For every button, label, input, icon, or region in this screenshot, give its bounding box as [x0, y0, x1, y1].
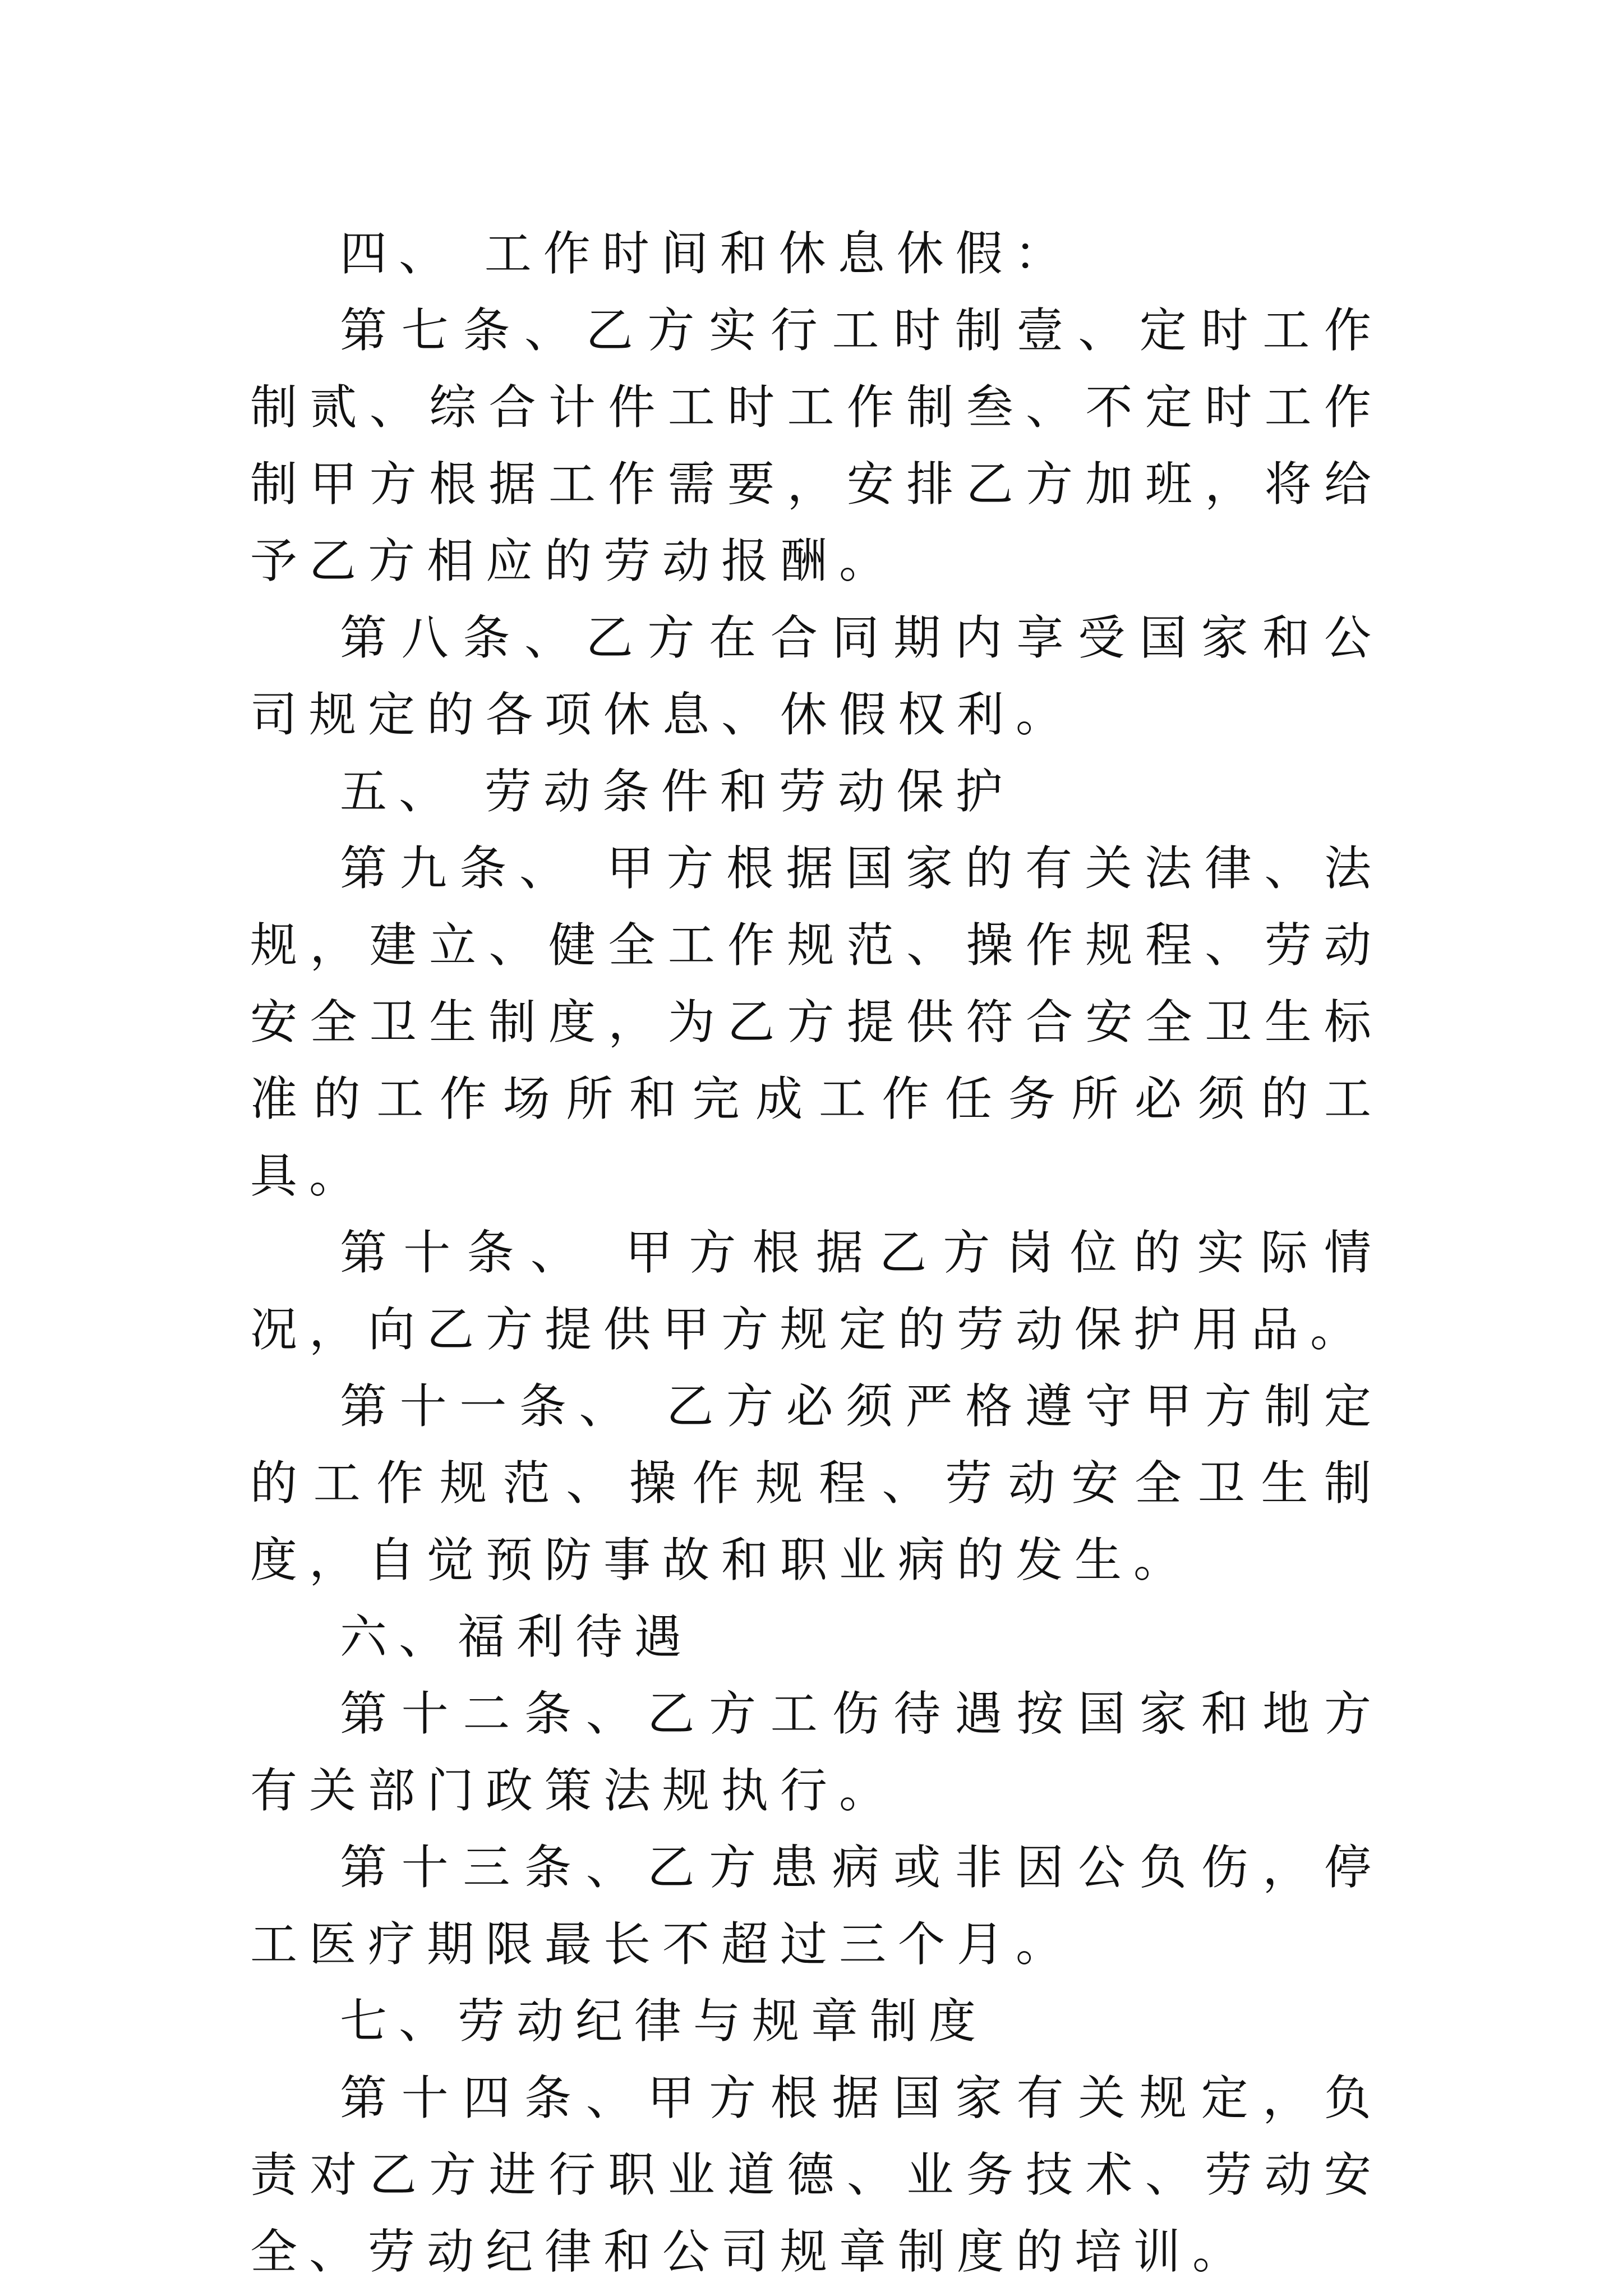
document-body: [250, 215, 1383, 2290]
article-13-paragraph: 第十三条、乙方患病或非因公负伤，停工医疗期限最长不超过三个月。: [250, 1840, 1383, 1972]
article-11-paragraph: 第十一条、 乙方必须严格遵守甲方制定的工作规范、操作规程、劳动安全卫生制度，自觉预防事故和职业病的发生。: [250, 1379, 1383, 1588]
article-14-paragraph: 第十四条、甲方根据国家有关规定，负责对乙方进行职业道德、业务技术、劳动安全、劳动纪律和公司规章制度的培训。: [250, 2070, 1383, 2279]
section-heading-work-hours: 四、 工作时间和休息休假：: [340, 226, 1073, 281]
article-9-paragraph: 第九条、 甲方根据国家的有关法律、法规，建立、健全工作规范、操作规程、劳动安全卫生制度，为乙方提供符合安全卫生标准的工作场所和完成工作任务所必须的工具。: [250, 841, 1383, 1203]
article-10-paragraph: 第十条、 甲方根据乙方岗位的实际情况，向乙方提供甲方规定的劳动保护用品。: [250, 1225, 1383, 1357]
section-heading-discipline: 七、劳动纪律与规章制度: [340, 1994, 988, 2049]
article-7-paragraph: 第七条、乙方实行工时制壹、定时工作制贰、综合计件工时工作制叁、不定时工作制甲方根据工作需要，安排乙方加班，将给予乙方相应的劳动报酬。: [250, 303, 1383, 588]
section-heading-welfare: 六、福利待遇: [340, 1609, 694, 1664]
section-heading-labor-protection: 五、 劳动条件和劳动保护: [340, 764, 1015, 819]
article-8-paragraph: 第八条、乙方在合同期内享受国家和公司规定的各项休息、休假权利。: [250, 610, 1383, 742]
article-12-paragraph: 第十二条、乙方工伤待遇按国家和地方有关部门政策法规执行。: [250, 1686, 1383, 1818]
